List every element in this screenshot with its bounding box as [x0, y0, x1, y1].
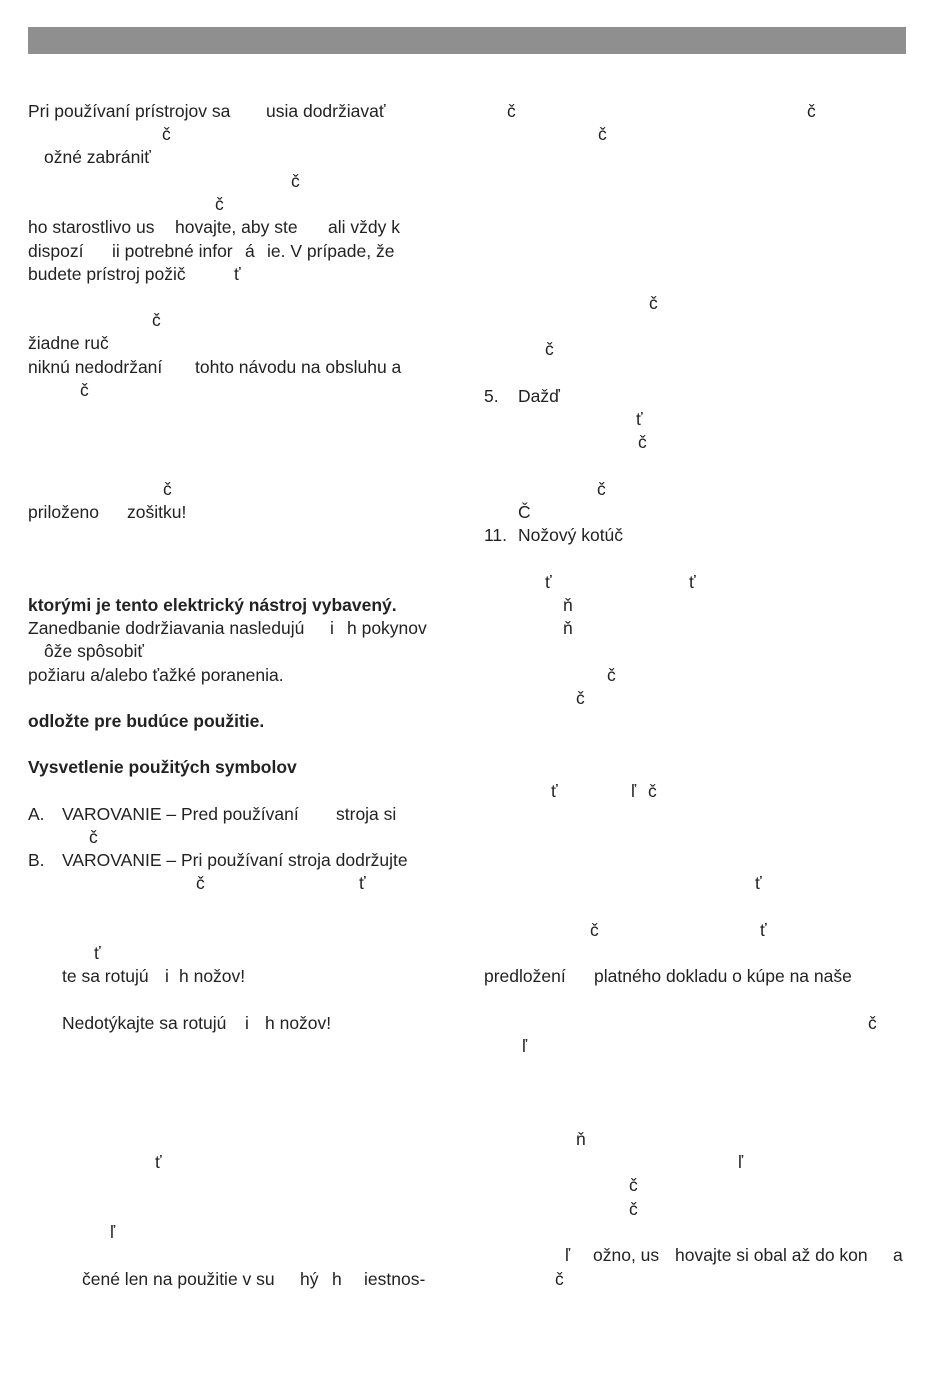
text-line: usia dodržiavať — [266, 101, 386, 121]
text-line: h pokynov — [347, 618, 427, 638]
text-fragment: i — [330, 618, 334, 638]
text-line: čené len na použitie v su — [82, 1269, 275, 1289]
text-fragment: Č — [518, 502, 531, 522]
text-line: žiadne ruč — [28, 333, 109, 353]
text-line: predložení — [484, 966, 566, 986]
text-fragment: č — [163, 479, 172, 499]
list-marker: 11. — [484, 525, 508, 545]
text-line: ali vždy k — [328, 217, 400, 237]
text-fragment: ť — [755, 873, 762, 893]
list-item-text: Nožový kotúč — [518, 525, 624, 545]
text-fragment: ľ — [738, 1152, 744, 1172]
text-fragment: ť — [551, 781, 558, 801]
text-fragment: č — [597, 479, 606, 499]
text-line: budete prístroj požič — [28, 264, 186, 284]
text-fragment: ť — [760, 920, 767, 940]
list-item-text: VAROVANIE – Pred používaní — [62, 804, 299, 824]
text-line: platného dokladu o kúpe na naše — [594, 966, 852, 986]
text-line: hovajte si obal až do kon — [675, 1245, 868, 1265]
text-fragment: ľ — [522, 1036, 528, 1056]
text-fragment: č — [80, 380, 89, 400]
list-item-text: VAROVANIE – Pri používaní stroja dodržujte — [62, 850, 408, 870]
text-fragment: č — [507, 101, 516, 121]
text-fragment: ť — [94, 943, 101, 963]
text-fragment: č — [555, 1269, 564, 1289]
symbols-heading: Vysvetlenie použitých symbolov — [28, 757, 297, 777]
text-fragment: č — [598, 124, 607, 144]
text-line: dispozí — [28, 241, 84, 261]
text-fragment: č — [576, 688, 585, 708]
text-line: Pri používaní prístrojov sa — [28, 101, 231, 121]
text-fragment: č — [607, 665, 616, 685]
text-line: tohto návodu na obsluhu a — [195, 357, 402, 377]
text-fragment: ť — [359, 873, 366, 893]
text-fragment: č — [807, 101, 816, 121]
list-item-text: Dažď — [518, 386, 560, 406]
list-item-text: stroja si — [336, 804, 397, 824]
text-fragment: č — [648, 781, 657, 801]
text-line: zošitku! — [127, 502, 187, 522]
text-fragment: ť — [689, 572, 696, 592]
safety-heading-line: ktorými je tento elektrický nástroj vybavený. — [28, 595, 397, 615]
text-fragment: ň — [563, 595, 573, 615]
text-fragment: č — [196, 873, 205, 893]
text-line: ôže spôsobiť — [44, 641, 144, 661]
text-fragment: ľ — [110, 1222, 116, 1242]
text-line: h nožov! — [179, 966, 246, 986]
text-fragment: č — [590, 920, 599, 940]
text-fragment: č — [629, 1175, 638, 1195]
text-fragment: h — [332, 1269, 342, 1289]
text-line: iestnos- — [364, 1269, 426, 1289]
header-bar — [28, 27, 906, 54]
text-line: ii potrebné infor — [112, 241, 233, 261]
text-line: ie. V prípade, že — [267, 241, 395, 261]
text-line: niknú nedodržaní — [28, 357, 163, 377]
text-fragment: ň — [563, 618, 573, 638]
text-line: ho starostlivo us — [28, 217, 155, 237]
text-line: ožno, us — [593, 1245, 660, 1265]
text-fragment: č — [89, 827, 98, 847]
text-fragment: č — [649, 293, 658, 313]
text-line: h nožov! — [265, 1013, 332, 1033]
text-fragment: i — [165, 966, 169, 986]
text-fragment: ň — [576, 1129, 586, 1149]
text-fragment: i — [245, 1013, 249, 1033]
keep-instructions-line: odložte pre budúce použitie. — [28, 711, 265, 731]
text-line: ožné zabrániť — [44, 147, 151, 167]
text-fragment: ľ — [631, 781, 637, 801]
text-fragment: č — [629, 1199, 638, 1219]
text-fragment: ť — [545, 572, 552, 592]
list-marker: A. — [28, 804, 45, 824]
list-marker: 5. — [484, 386, 499, 406]
text-fragment: č — [638, 432, 647, 452]
text-fragment: č — [215, 194, 224, 214]
text-fragment: č — [291, 171, 300, 191]
text-fragment: a — [893, 1245, 903, 1265]
text-fragment: č — [162, 124, 171, 144]
text-fragment: č — [868, 1013, 877, 1033]
text-fragment: ť — [234, 264, 241, 284]
text-fragment: ľ — [565, 1245, 571, 1265]
text-fragment: ť — [155, 1152, 162, 1172]
text-line: te sa rotujú — [62, 966, 149, 986]
text-line: priloženo — [28, 502, 100, 522]
text-fragment: ť — [636, 409, 643, 429]
text-fragment: č — [545, 339, 554, 359]
text-line: požiaru a/alebo ťažké poranenia. — [28, 665, 284, 685]
text-fragment: hý — [300, 1269, 319, 1289]
text-line: Zanedbanie dodržiavania nasledujú — [28, 618, 305, 638]
text-fragment: á — [245, 241, 255, 261]
text-line: hovajte, aby ste — [175, 217, 298, 237]
text-line: Nedotýkajte sa rotujú — [62, 1013, 227, 1033]
list-marker: B. — [28, 850, 45, 870]
text-fragment: č — [152, 310, 161, 330]
